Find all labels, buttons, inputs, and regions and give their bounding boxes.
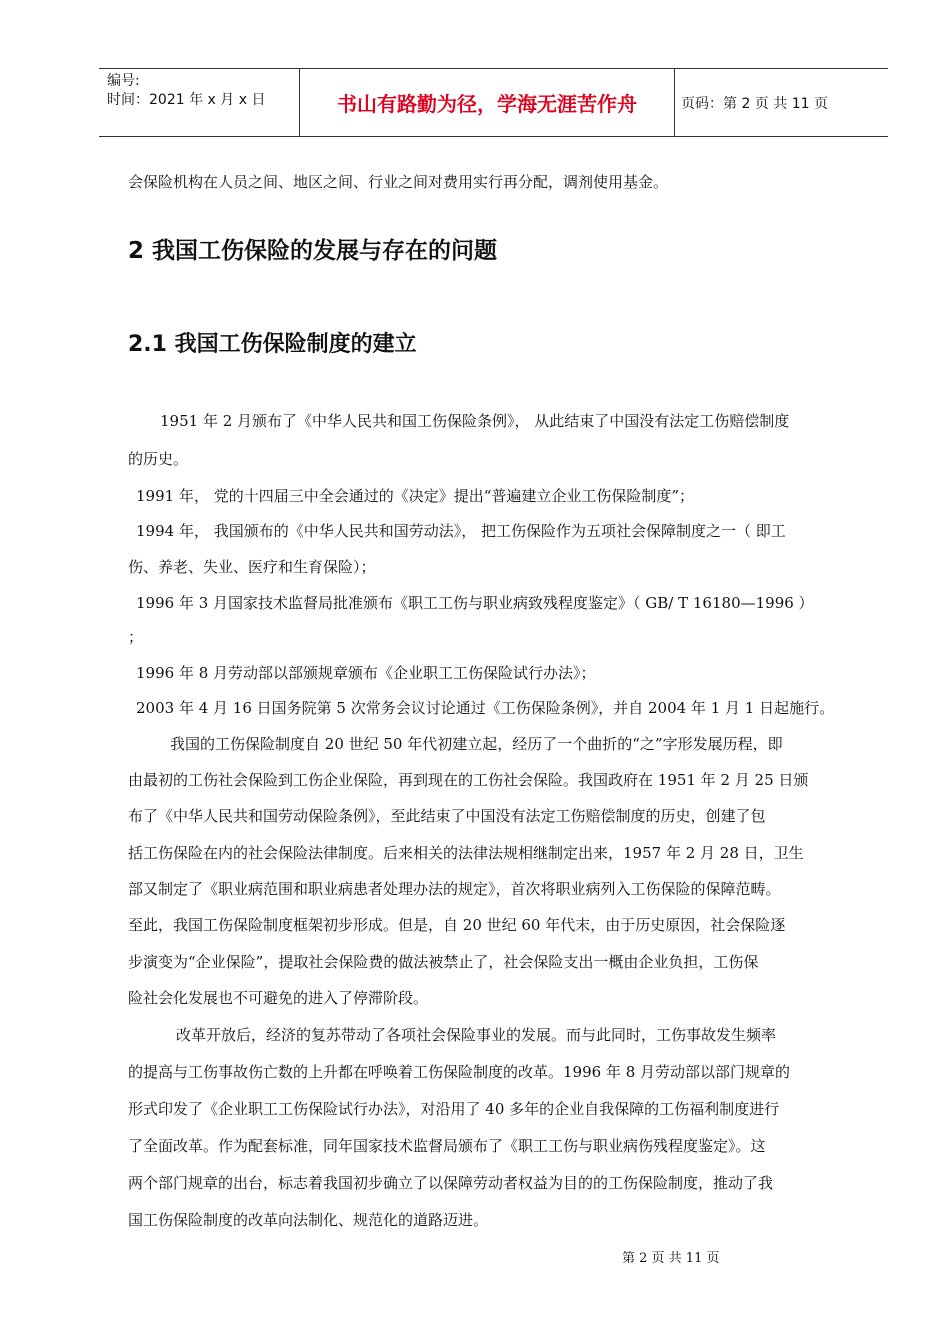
paragraph-line: 1951 年 2 月颁布了《中华人民共和国工伤保险条例》， 从此结束了中国没有法定工伤赔偿制度 bbox=[160, 412, 790, 430]
paragraph-line: 两个部门规章的出台，标志着我国初步确立了以保障劳动者权益为目的的工伤保险制度，推动了我 bbox=[128, 1174, 774, 1192]
number-label: 编号: bbox=[107, 73, 140, 89]
paragraph-line: 部又制定了《职业病范围和职业病患者处理办法的规定》，首次将职业病列入工伤保险的保障范畴。 bbox=[128, 880, 781, 898]
paragraph-line: 至此，我国工伤保险制度框架初步形成。但是，自 20 世纪 60 年代末，由于历史原因，社会保险逐 bbox=[128, 916, 786, 934]
paragraph-line: 险社会化发展也不可避免的进入了停滞阶段。 bbox=[128, 989, 429, 1007]
section-heading-2-1: 2.1 我国工伤保险制度的建立 bbox=[128, 332, 417, 357]
paragraph-line: 1991 年， 党的十四届三中全会通过的《决定》提出“普遍建立企业工伤保险制度”； bbox=[136, 487, 695, 505]
section-heading-2: 2 我国工伤保险的发展与存在的问题 bbox=[128, 238, 498, 264]
page-header bbox=[99, 68, 888, 137]
paragraph-line: 由最初的工伤社会保险到工伤企业保险，再到现在的工伤社会保险。我国政府在 1951 年 2 月 25 日颁 bbox=[128, 771, 809, 789]
paragraph-line: 我国的工伤保险制度自 20 世纪 50 年代初建立起，经历了一个曲折的“之”字形发展历程，即 bbox=[170, 735, 783, 753]
header-meta bbox=[99, 69, 299, 136]
paragraph-line: 布了《中华人民共和国劳动保险条例》，至此结束了中国没有法定工伤赔偿制度的历史，创建了包 bbox=[128, 807, 766, 825]
paragraph-line: 1994 年， 我国颁布的《中华人民共和国劳动法》， 把工伤保险作为五项社会保障制度之一（ 即工 bbox=[136, 522, 786, 540]
paragraph-line: 了全面改革。作为配套标准，同年国家技术监督局颁布了《职工工伤与职业病伤残程度鉴定》。这 bbox=[128, 1137, 766, 1155]
header-motto: 书山有路勤为径，学海无涯苦作舟 bbox=[299, 69, 675, 136]
header-page-info: 页码：第 2 页 共 11 页 bbox=[681, 96, 828, 112]
intro-line: 会保险机构在人员之间、地区之间、行业之间对费用实行再分配，调剂使用基金。 bbox=[128, 173, 669, 191]
paragraph-line: 的提高与工伤事故伤亡数的上升都在呼唤着工伤保险制度的改革。1996 年 8 月劳动部以部门规章的 bbox=[128, 1063, 791, 1081]
paragraph-line: 伤、养老、失业、医疗和生育保险）； bbox=[128, 558, 376, 576]
paragraph-line: 2003 年 4 月 16 日国务院第 5 次常务会议讨论通过《工伤保险条例》，并自 2004 年 1 月 1 日起施行。 bbox=[136, 699, 835, 717]
time-label: 时间：2021 年 x 月 x 日 bbox=[107, 92, 266, 108]
paragraph-line: 形式印发了《企业职工工伤保险试行办法》，对沿用了 40 多年的企业自我保障的工伤福利制度进行 bbox=[128, 1100, 780, 1118]
paragraph-line: 1996 年 8 月劳动部以部颁规章颁布《企业职工工伤保险试行办法》； bbox=[136, 664, 596, 682]
page-footer: 第 2 页 共 11 页 bbox=[622, 1251, 720, 1266]
paragraph-line: 改革开放后，经济的复苏带动了各项社会保险事业的发展。而与此同时，工伤事故发生频率 bbox=[176, 1026, 777, 1044]
paragraph-line: 的历史。 bbox=[128, 450, 189, 468]
paragraph-line: 国工伤保险制度的改革向法制化、规范化的道路迈进。 bbox=[128, 1211, 489, 1229]
paragraph-line: 步演变为“企业保险”，提取社会保险费的做法被禁止了，社会保险支出一概由企业负担，工伤保 bbox=[128, 953, 759, 971]
paragraph-line: 括工伤保险在内的社会保险法律制度。后来相关的法律法规相继制定出来，1957 年 2 月 28 日，卫生 bbox=[128, 844, 804, 862]
paragraph-line: 1996 年 3 月国家技术监督局批准颁布《职工工伤与职业病致残程度鉴定》（ GB/ T 16180—1996 ） bbox=[136, 594, 814, 612]
paragraph-line: ； bbox=[128, 628, 144, 646]
